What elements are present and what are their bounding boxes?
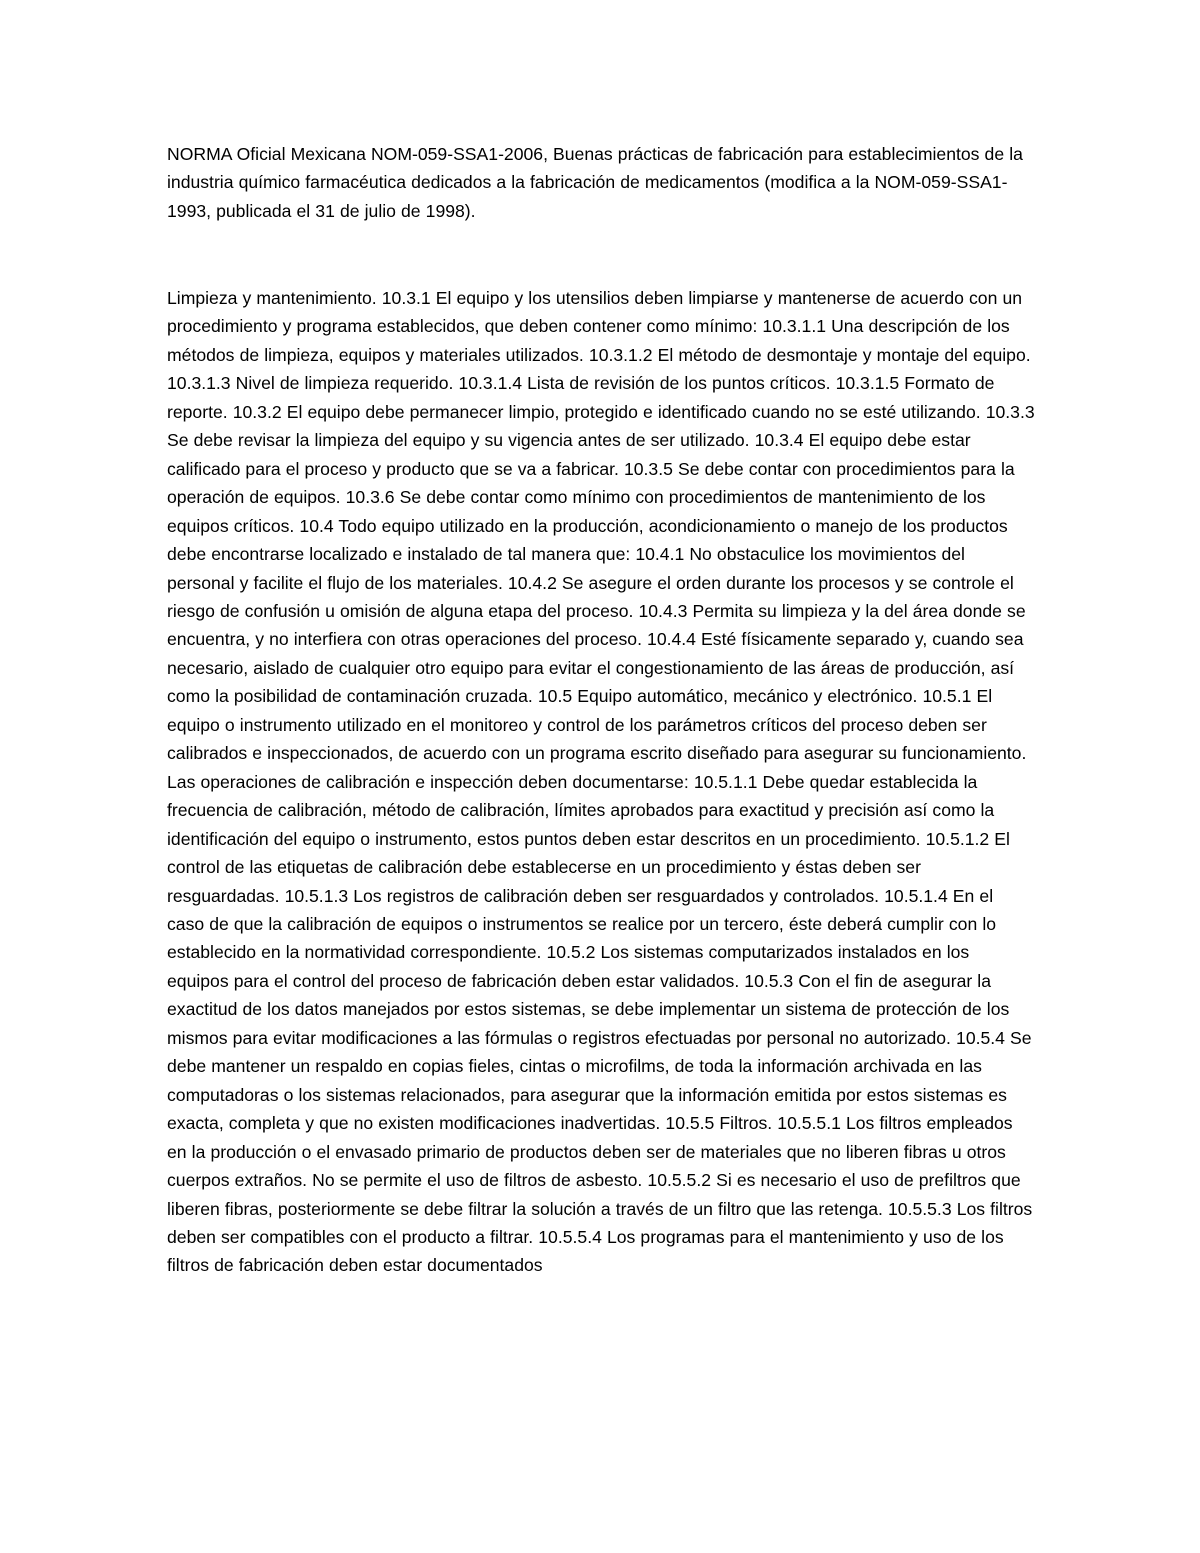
document-title-paragraph: NORMA Oficial Mexicana NOM-059-SSA1-2006, Buenas prácticas de fabricación para establecimientos de la industria químico farmacéutica dedicados a la fabricación de medicamentos (modifica a la NOM-059-SSA1-1993, publicada el 31 de julio de 1998). bbox=[167, 144, 1023, 221]
document-body-paragraph: Limpieza y mantenimiento. 10.3.1 El equipo y los utensilios deben limpiarse y mantenerse de acuerdo con un procedimiento y programa establecidos, que deben contener como mínimo: 10.3.1.1 Una descripción de los métodos de limpieza, equipos y materiales utilizados. 10.3.1.2 El método de desmontaje y montaje del equipo. 10.3.1.3 Nivel de limpieza requerido. 10.3.1.4 Lista de revisión de los puntos críticos. 10.3.1.5 Formato de reporte. 10.3.2 El equipo debe permanecer limpio, protegido e identificado cuando no se esté utilizando. 10.3.3 Se debe revisar la limpieza del equipo y su vigencia antes de ser utilizado. 10.3.4 El equipo debe estar calificado para el proceso y producto que se va a fabricar. 10.3.5 Se debe contar con procedimientos para la operación de equipos. 10.3.6 Se debe contar como mínimo con procedimientos de mantenimiento de los equipos críticos. 10.4 Todo equipo utilizado en la producción, acondicionamiento o manejo de los productos debe encontrarse localizado e instalado de tal manera que: 10.4.1 No obstaculice los movimientos del personal y facilite el flujo de los materiales. 10.4.2 Se asegure el orden durante los procesos y se controle el riesgo de confusión u omisión de alguna etapa del proceso. 10.4.3 Permita su limpieza y la del área donde se encuentra, y no interfiera con otras operaciones del proceso. 10.4.4 Esté físicamente separado y, cuando sea necesario, aislado de cualquier otro equipo para evitar el congestionamiento de las áreas de producción, así como la posibilidad de contaminación cruzada. 10.5 Equipo automático, mecánico y electrónico. 10.5.1 El equipo o instrumento utilizado en el monitoreo y control de los parámetros críticos del proceso deben ser calibrados e inspeccionados, de acuerdo con un programa escrito diseñado para asegurar su funcionamiento. Las operaciones de calibración e inspección deben documentarse: 10.5.1.1 Debe quedar establecida la frecuencia de calibración, método de calibración, límites aprobados para exactitud y precisión así como la identificación del equipo o instrumento, estos puntos deben estar descritos en un procedimiento. 10.5.1.2 El control de las etiquetas de calibración debe establecerse en un procedimiento y éstas deben ser resguardadas. 10.5.1.3 Los registros de calibración deben ser resguardados y controlados. 10.5.1.4 En el caso de que la calibración de equipos o instrumentos se realice por un tercero, éste deberá cumplir con lo establecido en la normatividad correspondiente. 10.5.2 Los sistemas computarizados instalados en los equipos para el control del proceso de fabricación deben estar validados. 10.5.3 Con el fin de asegurar la exactitud de los datos manejados por estos sistemas, se debe implementar un sistema de protección de los mismos para evitar modificaciones a las fórmulas o registros efectuadas por personal no autorizado. 10.5.4 Se debe mantener un respaldo en copias fieles, cintas o microfilms, de toda la información archivada en las computadoras o los sistemas relacionados, para asegurar que la información emitida por estos sistemas es exacta, completa y que no existen modificaciones inadvertidas. 10.5.5 Filtros. 10.5.5.1 Los filtros empleados en la producción o el envasado primario de productos deben ser de materiales que no liberen fibras u otros cuerpos extraños. No se permite el uso de filtros de asbesto. 10.5.5.2 Si es necesario el uso de prefiltros que liberen fibras, posteriormente se debe filtrar la solución a través de un filtro que las retenga. 10.5.5.3 Los filtros deben ser compatibles con el producto a filtrar. 10.5.5.4 Los programas para el mantenimiento y uso de los filtros de fabricación deben estar documentados bbox=[167, 288, 1035, 1276]
